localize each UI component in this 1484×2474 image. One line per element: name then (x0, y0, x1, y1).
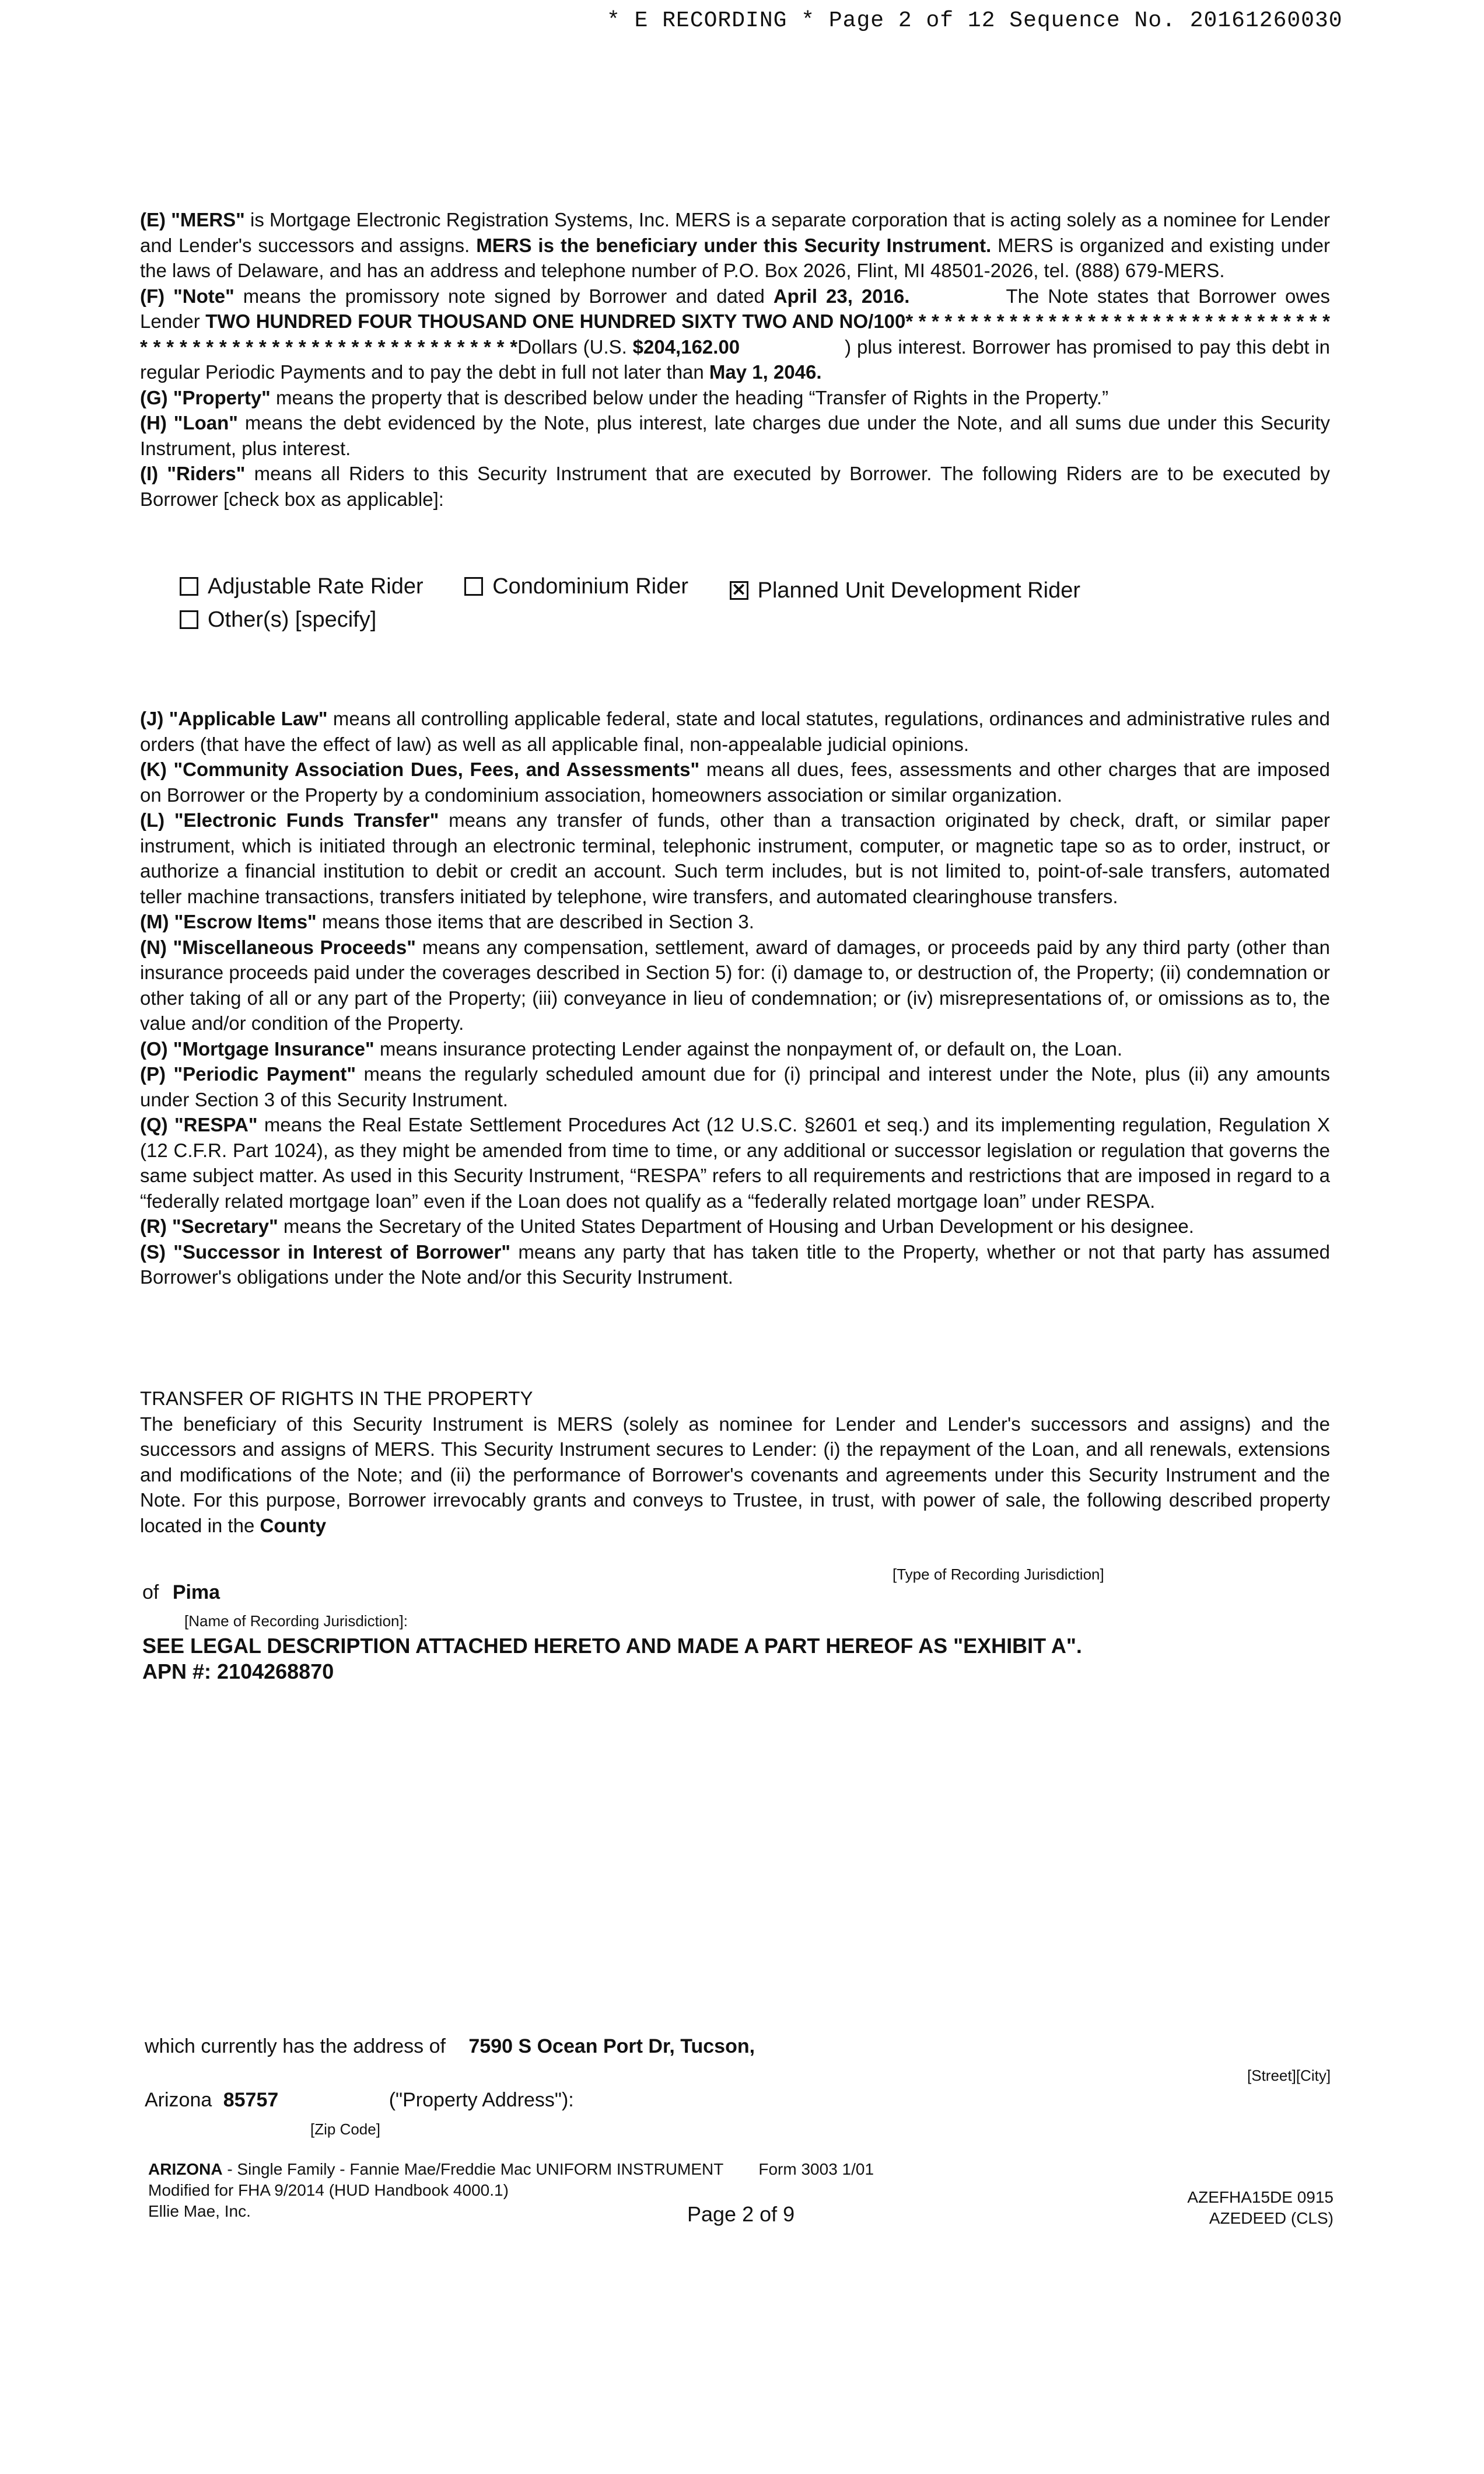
adjustable-rate-checkbox[interactable] (180, 577, 198, 596)
state-zip-line: Arizona 85757 ("Property Address"): (145, 2089, 574, 2111)
definition-q: (Q) "RESPA" means the Real Estate Settlement Procedures Act (12 U.S.C. §2601 et seq.) and its implementing regulation, Regulation X (12 C.F.R. Part 1024), as they might be amended from time to time, or any additional or successor legislation or regulation that governs the same subject matter. As used in this Security Instrument, “RESPA” refers to all requirements and restrictions that are imposed in regard to a “federally related mortgage loan” even if the Loan does not qualify as a “federally related mortgage loan” under RESPA. (140, 1114, 1331, 1212)
definition-h: (H) "Loan" means the debt evidenced by the Note, plus interest, late charges due under the Note, and all sums due under this Security Instrument, plus interest. (140, 412, 1330, 459)
riders-checklist (180, 572, 1115, 637)
definitions-block-bottom (140, 706, 1330, 1290)
recording-header: * E RECORDING * Page 2 of 12 Sequence No. 20161260030 (607, 8, 1343, 33)
pud-checkbox[interactable]: ✕ (730, 581, 748, 600)
definition-e: (E) "MERS" is Mortgage Electronic Registration Systems, Inc. MERS is a separate corporation that is acting solely as a nominee for Lender and Lender's successors and assigns. MERS is the beneficiary under this Security Instrument. MERS is organized and existing under the laws of Delaware, and has an address and telephone number of P.O. Box 2026, Flint, MI 48501-2026, tel. (888) 679-MERS. (140, 209, 1330, 281)
zip-code: 85757 (223, 2089, 279, 2111)
rider-adjustable-rate: Adjustable Rate Rider (180, 572, 424, 601)
definitions-block-top (140, 207, 1330, 512)
rider-pud: ✕ Planned Unit Development Rider (730, 576, 1080, 605)
jurisdiction-of: of Pima (142, 1581, 220, 1603)
definition-m: (M) "Escrow Items" means those items that are described in Section 3. (140, 911, 754, 932)
transfer-section (140, 1386, 1330, 1538)
property-address-label: ("Property Address"): (388, 2089, 574, 2111)
jurisdiction-type-caption: [Type of Recording Jurisdiction] (892, 1566, 1104, 1583)
street-city: 7590 S Ocean Port Dr, Tucson, (468, 2035, 755, 2057)
riders-row-2 (180, 605, 1115, 637)
definition-f: (F) "Note" means the promissory note signed by Borrower and dated April 23, 2016. The Note states that Borrower owes Lender TWO HUNDRED FOUR THOUSAND ONE HUNDRED SIXTY TWO AND NO/100* * * * * * * * * * * * * * * * * * * * * * * * * * * * * * * * * * * * * * * * * * * * * * * * * * * * * * * * * * * * * *Dollars (U.S. $204,162.00 ) plus interest. Borrower has promised to pay this debt in regular Periodic Payments and to pay the debt in full not later than May 1, 2046. (140, 285, 1331, 383)
definition-n: (N) "Miscellaneous Proceeds" means any compensation, settlement, award of damages, or proceeds paid by any third party (other than insurance proceeds paid under the coverages described in Section 5) for: (i) damage to, or destruction of, the Property; (ii) condemnation or other taking of all or any part of the Property; (iii) conveyance in lieu of condemnation; or (iv) misrepresentations of, or omissions as to, the value and/or condition of the Property. (140, 936, 1330, 1034)
address-line: which currently has the address of 7590 S Ocean Port Dr, Tucson, (145, 2035, 755, 2057)
condominium-checkbox[interactable] (464, 577, 483, 596)
loan-amount: $204,162.00 (632, 336, 740, 358)
definition-g: (G) "Property" means the property that is described below under the heading “Transfer of Rights in the Property.” (140, 386, 1109, 408)
page-number: Page 2 of 9 (687, 2202, 795, 2226)
street-city-caption: [Street][City] (1247, 2067, 1331, 2084)
legal-description: SEE LEGAL DESCRIPTION ATTACHED HERETO AND MADE A PART HEREOF AS "EXHIBIT A". (142, 1634, 1082, 1658)
definition-r: (R) "Secretary" means the Secretary of the United States Department of Housing and Urban Development or his designee. (140, 1215, 1194, 1237)
definition-l: (L) "Electronic Funds Transfer" means any transfer of funds, other than a transaction originated by check, draft, or similar paper instrument, which is initiated through an electronic terminal, telephonic instrument, computer, or magnetic tape so as to order, instruct, or authorize a financial institution to debit or credit an account. Such term includes, but is not limited to, point-of-sale transfers, automated teller machine transactions, transfers initiated by telephone, wire transfers, and automated clearinghouse transfers. (140, 809, 1330, 907)
apn-number: APN #: 2104268870 (142, 1659, 334, 1683)
jurisdiction-name: Pima (172, 1581, 220, 1603)
definition-j: (J) "Applicable Law" means all controlling applicable federal, state and local statutes, regulations, ordinances and administrative rules and orders (that have the effect of law) as well as all applicable final, non-appealable judicial opinions. (140, 708, 1330, 755)
definition-i: (I) "Riders" means all Riders to this Security Instrument that are executed by Borrower. The following Riders are to be executed by Borrower [check box as applicable]: (140, 463, 1330, 510)
form-footer-left: ARIZONA - Single Family - Fannie Mae/Freddie Mac UNIFORM INSTRUMENT Form 3003 1/01 Modified for FHA 9/2014 (HUD Handbook 4000.1) Ellie Mae, Inc. (148, 2160, 874, 2220)
transfer-heading: TRANSFER OF RIGHTS IN THE PROPERTY (140, 1388, 533, 1409)
definition-k: (K) "Community Association Dues, Fees, and Assessments" means all dues, fees, assessments and other charges that are imposed on Borrower or the Property by a condominium association, homeowners association or similar organization. (140, 759, 1331, 806)
definition-p: (P) "Periodic Payment" means the regularly scheduled amount due for (i) principal and interest under the Note, plus (ii) any amounts under Section 3 of this Security Instrument. (140, 1063, 1331, 1110)
maturity-date: May 1, 2046. (709, 361, 822, 383)
jurisdiction-type: County (260, 1514, 327, 1536)
rider-other: Other(s) [specify] (180, 605, 376, 634)
transfer-paragraph: The beneficiary of this Security Instrument is MERS (solely as nominee for Lender and Lender's successors and assigns) and the successors and assigns of MERS. This Security Instrument secures to Lender: (i) the repayment of the Loan, and all renewals, extensions and modifications of the Note; and (ii) the performance of Borrower's covenants and agreements under this Security Instrument and the Note. For this purpose, Borrower irrevocably grants and conveys to Trustee, in trust, with power of sale, the following described property located in the County (140, 1413, 1330, 1536)
definition-s: (S) "Successor in Interest of Borrower" means any party that has taken title to the Property, whether or not that party has assumed Borrower's obligations under the Note and/or this Security Instrument. (140, 1241, 1330, 1288)
loan-amount-words: TWO HUNDRED FOUR THOUSAND ONE HUNDRED SIXTY TWO AND NO/100* * * * * * * (205, 310, 992, 332)
riders-row-1 (180, 572, 1115, 605)
definition-o: (O) "Mortgage Insurance" means insurance protecting Lender against the nonpayment of, or default on, the Loan. (140, 1037, 1123, 1060)
jurisdiction-name-caption: [Name of Recording Jurisdiction]: (184, 1612, 408, 1630)
zip-caption: [Zip Code] (310, 2120, 380, 2138)
other-checkbox[interactable] (180, 610, 198, 629)
form-footer-right: AZEFHA15DE 0915 AZEDEED (CLS) (1187, 2188, 1334, 2227)
rider-condominium: Condominium Rider (464, 572, 688, 601)
